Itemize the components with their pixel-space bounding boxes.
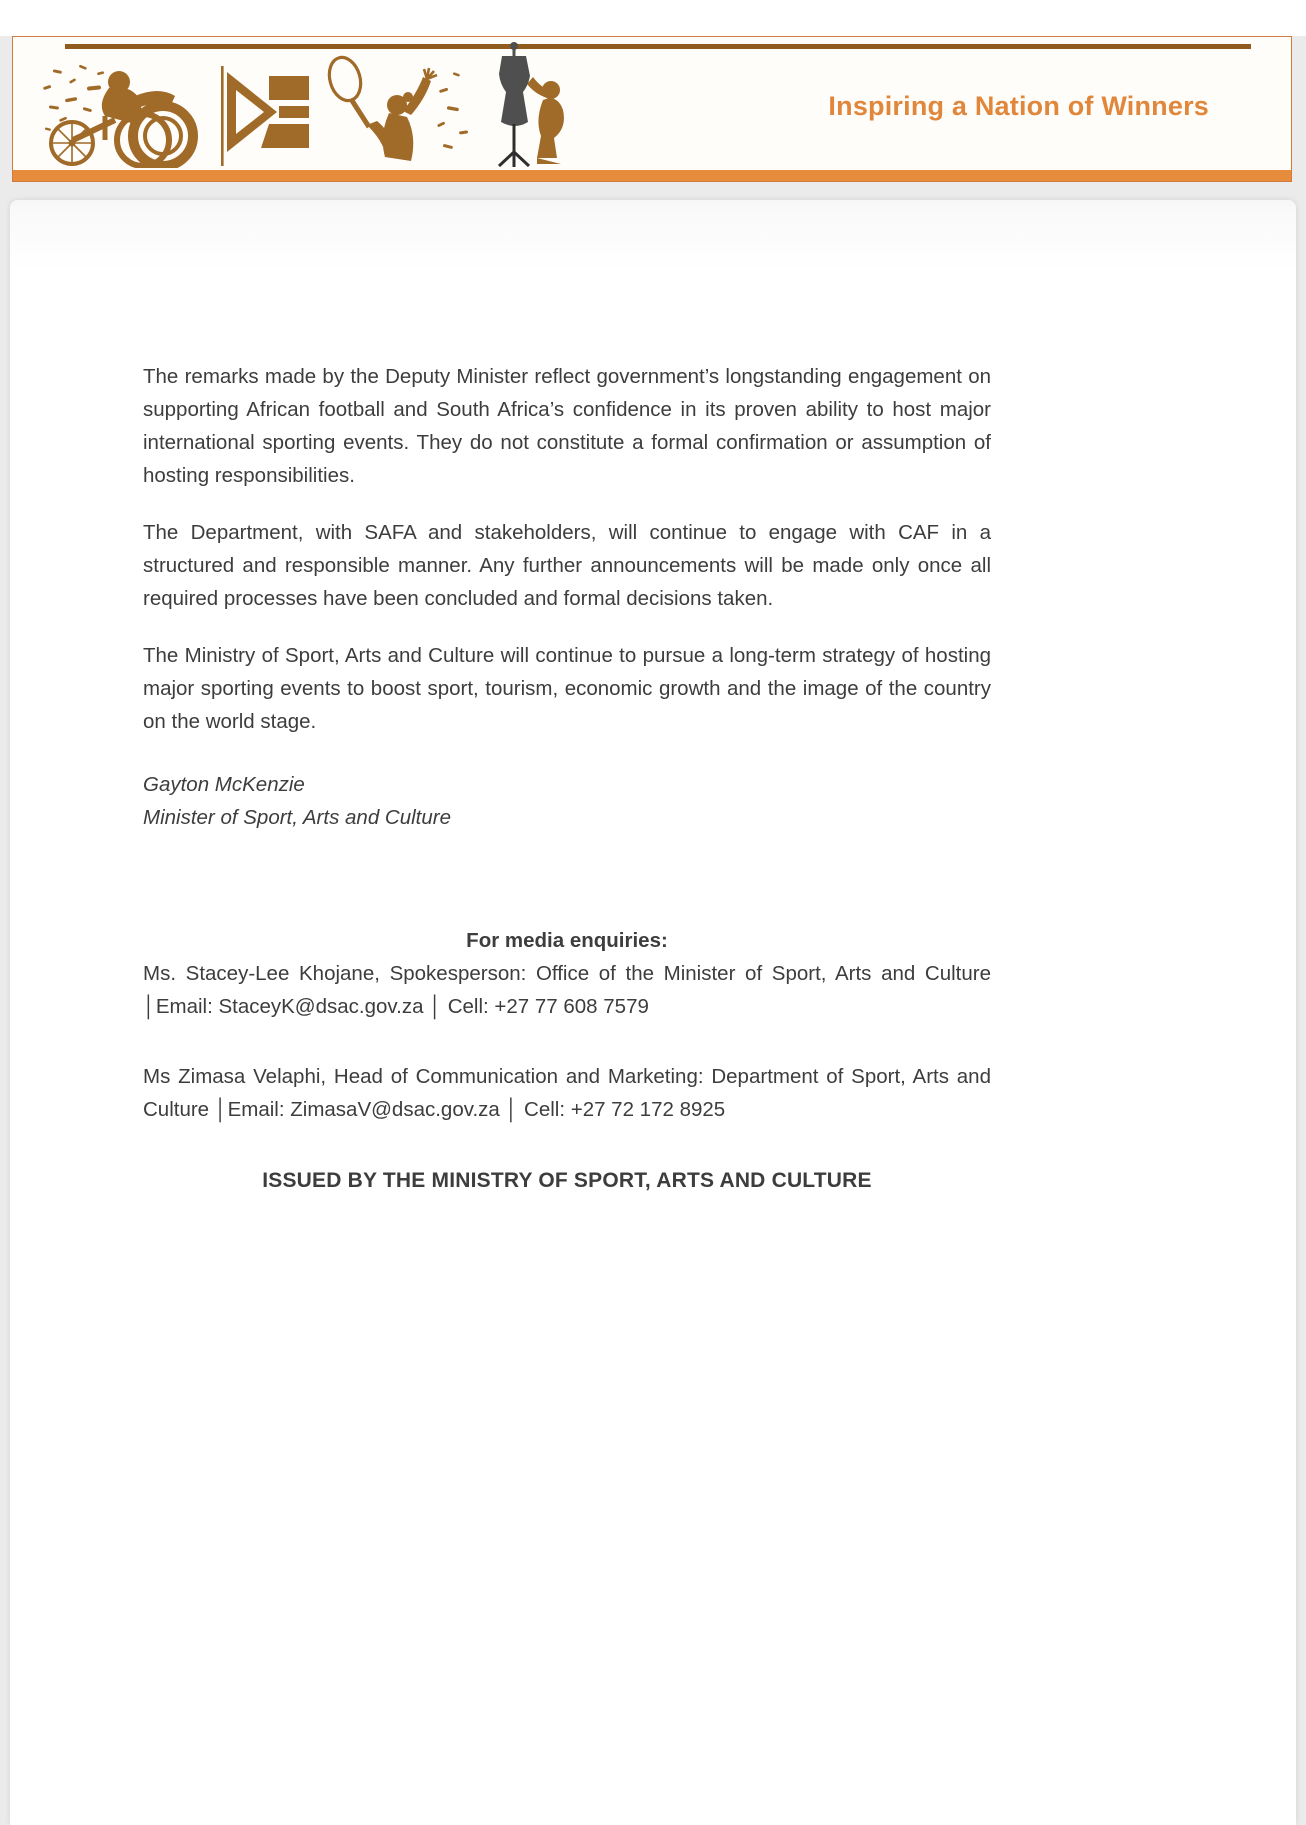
tennis-player-icon bbox=[321, 53, 471, 168]
wheelchair-racer-icon bbox=[39, 56, 209, 168]
south-africa-flag-icon bbox=[219, 66, 311, 168]
signature-title: Minister of Sport, Arts and Culture bbox=[143, 806, 452, 829]
issued-by-statement: ISSUED BY THE MINISTRY OF SPORT, ARTS AND CULTURE bbox=[262, 1169, 872, 1192]
top-margin bbox=[0, 0, 1306, 36]
banner-logo-group bbox=[39, 40, 576, 168]
banner-bottom-bar bbox=[13, 170, 1291, 181]
media-enquiries-heading: For media enquiries: bbox=[466, 929, 668, 952]
paragraph-ministry: The Ministry of Sport, Arts and Culture will continue to pursue a long-term strategy of hosting major sporting events to boost sport, tourism, economic growth and the image of the country on the world stage. bbox=[143, 644, 991, 733]
banner-tagline: Inspiring a Nation of Winners bbox=[828, 91, 1209, 121]
media-contact-spokesperson: Ms. Stacey-Lee Khojane, Spokesperson: Office of the Minister of Sport, Arts and Culture │Email: StaceyK@dsac.gov.za │ Cell: +27 77 608 7579 bbox=[143, 962, 991, 1018]
paragraph-department: The Department, with SAFA and stakeholders, will continue to engage with CAF in a structured and responsible manner. Any further announcements will be made only once all required processes have been concluded and formal decisions taken. bbox=[143, 521, 991, 610]
signature-name: Gayton McKenzie bbox=[143, 773, 305, 796]
media-contact-communications: Ms Zimasa Velaphi, Head of Communication and Marketing: Department of Sport, Arts and Culture │Email: ZimasaV@dsac.gov.za │ Cell: +27 72 172 8925 bbox=[143, 1065, 991, 1121]
letterhead-banner bbox=[12, 36, 1292, 182]
signature-block bbox=[143, 768, 991, 834]
document-page bbox=[10, 200, 1296, 1825]
paragraph-remarks: The remarks made by the Deputy Minister reflect government’s longstanding engagement on supporting African football and South Africa’s confidence in its proven ability to host major international sporting events. They do not constitute a formal confirmation or assumption of hosting responsibilities. bbox=[143, 365, 991, 487]
document-body bbox=[143, 360, 991, 1197]
fashion-designer-icon bbox=[481, 40, 576, 168]
